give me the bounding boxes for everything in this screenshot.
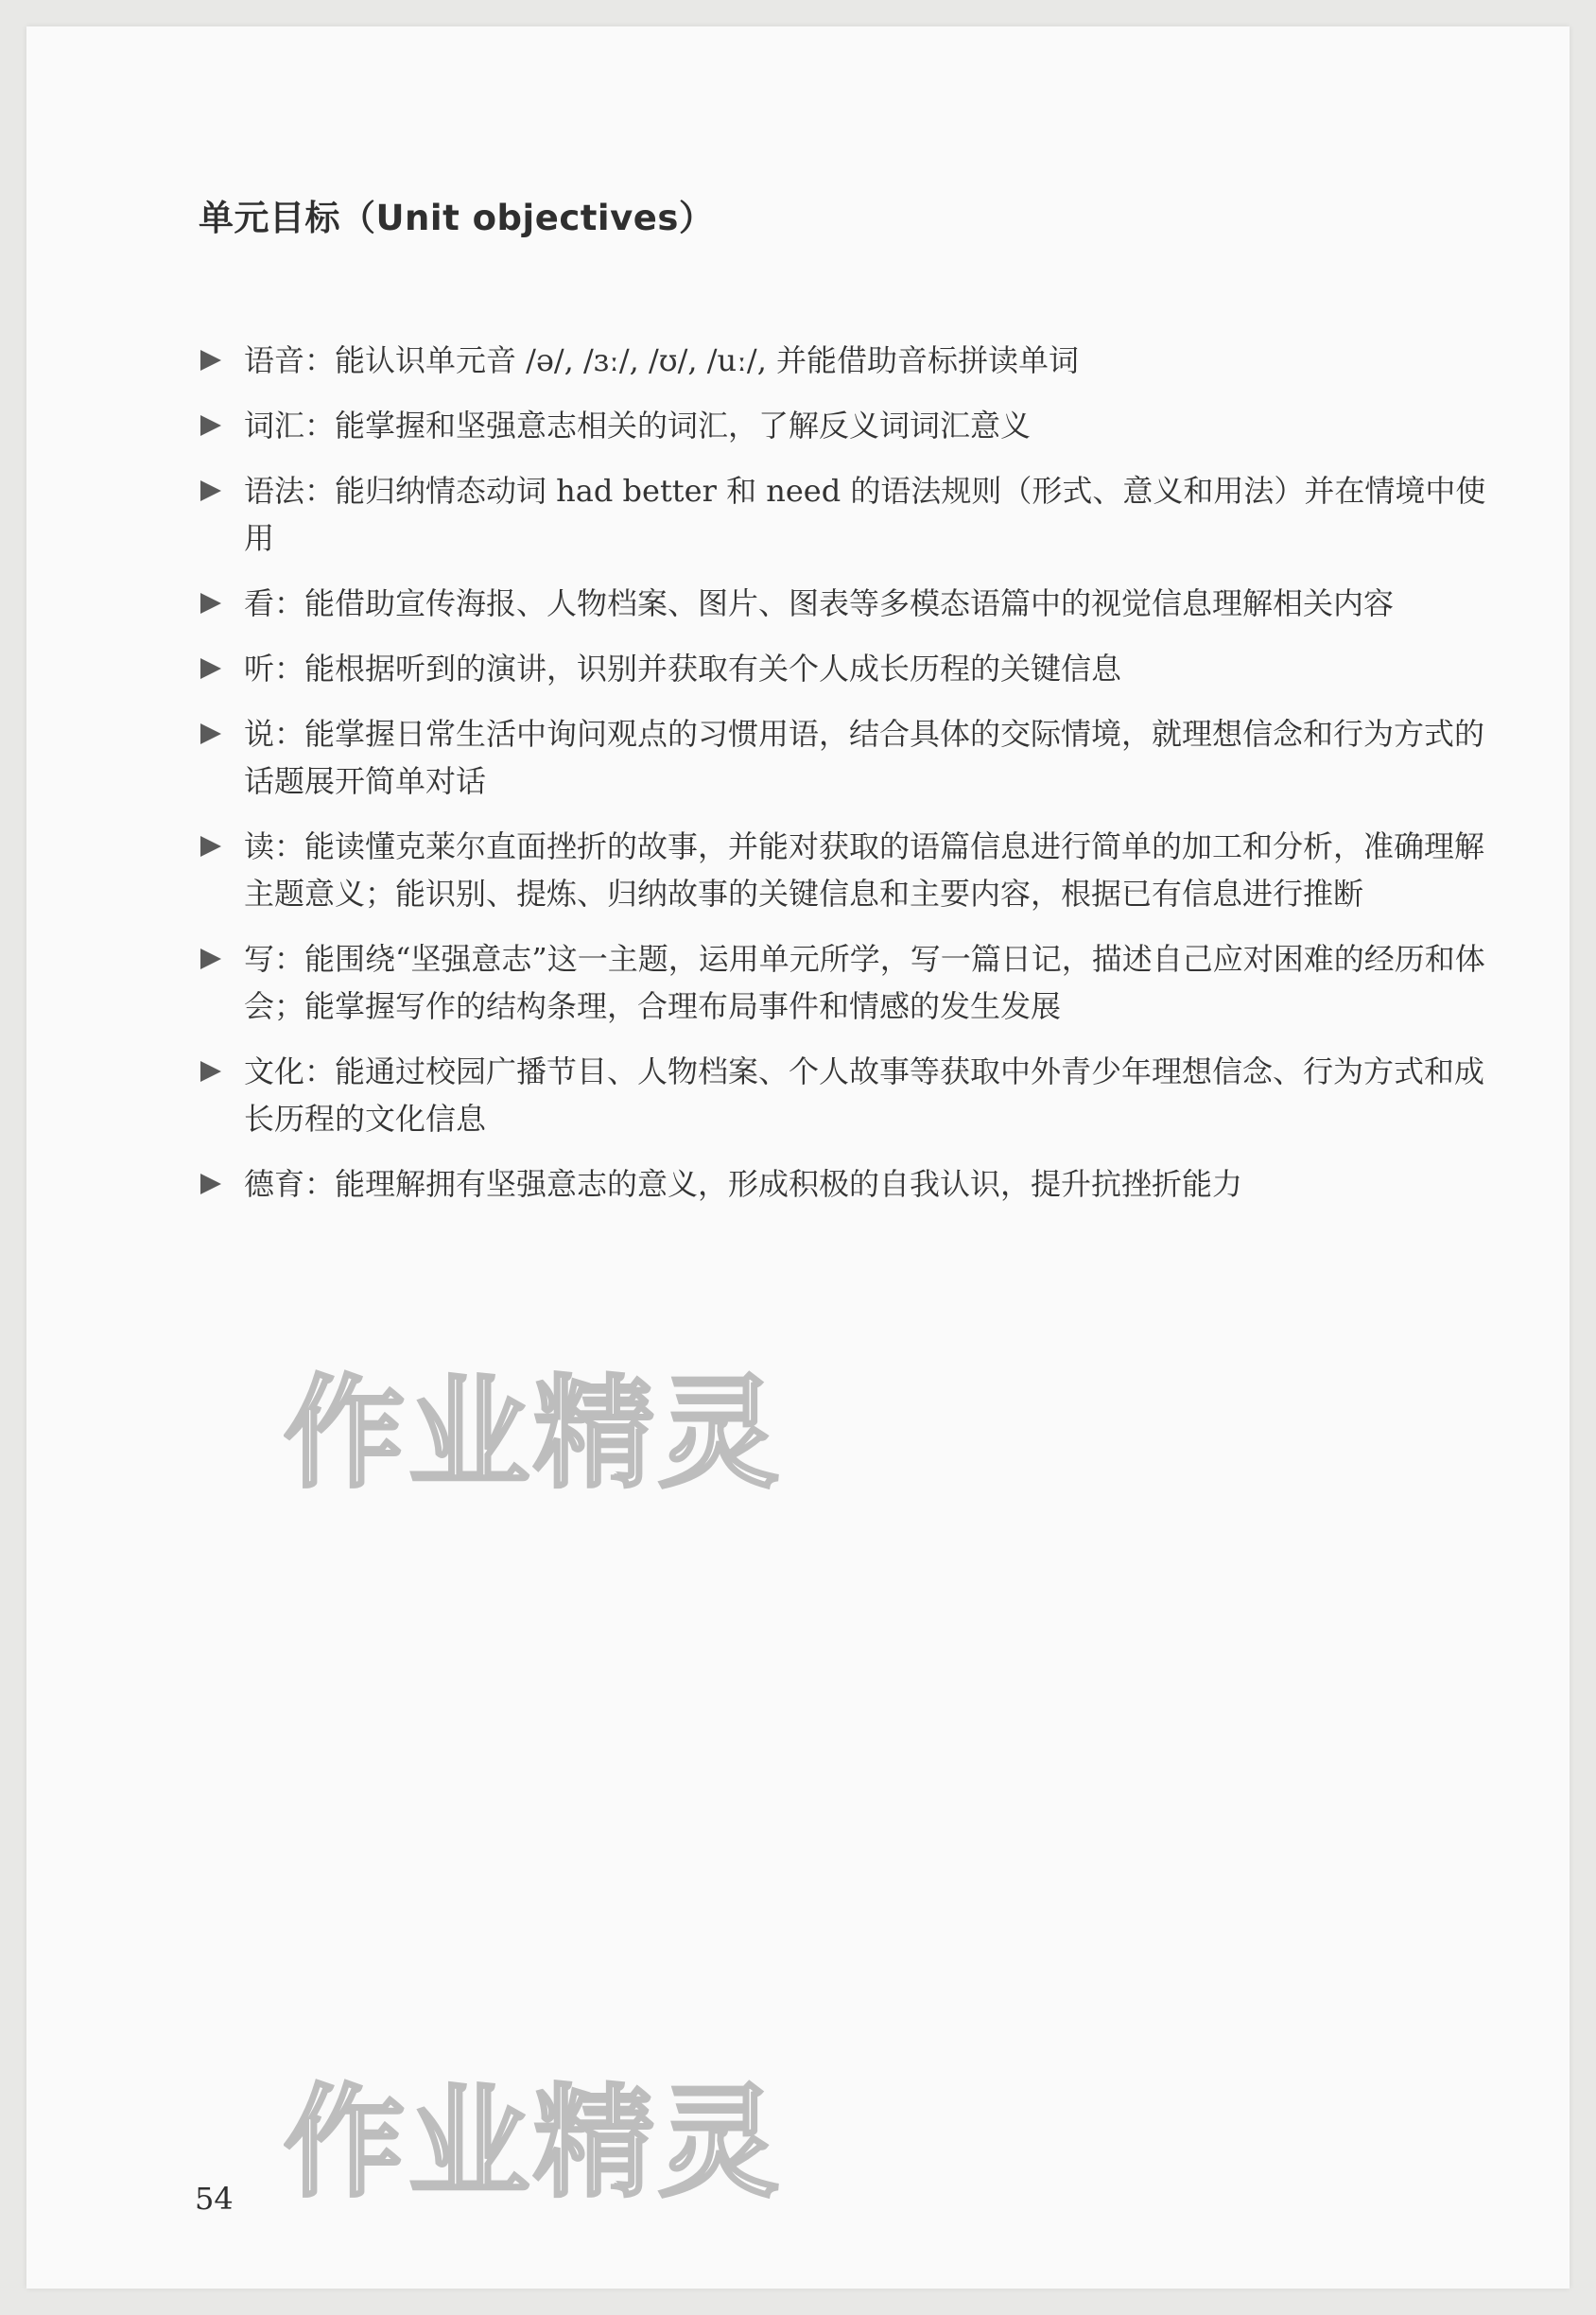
objective-text: 德育：能理解拥有坚强意志的意义，形成积极的自我认识，提升抗挫折能力 — [244, 1166, 1243, 1202]
objective-item — [195, 402, 1500, 449]
objective-item — [195, 935, 1500, 1030]
objective-item — [195, 467, 1500, 562]
objective-item — [195, 580, 1500, 627]
objective-text: 写：能围绕“坚强意志”这一主题，运用单元所学，写一篇日记，描述自己应对困难的经历和体会；能掌握写作的结构条理，合理布局事件和情感的发生发展 — [244, 941, 1485, 1024]
textbook-page — [26, 26, 1570, 2289]
objective-item — [195, 1160, 1500, 1208]
objective-text: 文化：能通过校园广播节目、人物档案、个人故事等获取中外青少年理想信念、行为方式和成长历程的文化信息 — [244, 1053, 1485, 1137]
objective-text: 词汇：能掌握和坚强意志相关的词汇，了解反义词词汇意义 — [244, 408, 1032, 444]
bullet-triangle-icon — [200, 350, 221, 371]
section-heading: 单元目标（Unit objectives） — [199, 198, 715, 238]
bullet-triangle-icon — [200, 658, 221, 679]
watermark-logo — [284, 2069, 794, 2211]
page-number: 54 — [195, 2181, 234, 2217]
objective-text: 语法：能归纳情态动词 had better 和 need 的语法规则（形式、意义和用法）并在情境中使用 — [244, 473, 1486, 556]
bullet-triangle-icon — [200, 723, 221, 744]
watermark-text: 作业精灵 — [284, 1364, 784, 1502]
objective-item — [195, 337, 1500, 384]
objective-item — [195, 1048, 1500, 1142]
bullet-triangle-icon — [200, 480, 221, 501]
objective-text: 听：能根据听到的演讲，识别并获取有关个人成长历程的关键信息 — [244, 651, 1122, 687]
bullet-triangle-icon — [200, 415, 221, 436]
bullet-triangle-icon — [200, 949, 221, 969]
bullet-triangle-icon — [200, 1061, 221, 1082]
objective-text: 读：能读懂克莱尔直面挫折的故事，并能对获取的语篇信息进行简单的加工和分析，准确理解主题意义；能识别、提炼、归纳故事的关键信息和主要内容，根据已有信息进行推断 — [244, 828, 1485, 912]
objective-text: 看：能借助宣传海报、人物档案、图片、图表等多模态语篇中的视觉信息理解相关内容 — [244, 585, 1395, 621]
bullet-triangle-icon — [200, 593, 221, 614]
objective-item — [195, 710, 1500, 805]
objective-item — [195, 823, 1500, 917]
watermark-graphic — [284, 2069, 794, 2211]
bullet-triangle-icon — [200, 1174, 221, 1194]
watermark-graphic — [284, 1360, 794, 1502]
objective-text: 语音：能认识单元音 /ə/, /ɜː/, /ʊ/, /uː/, 并能借助音标拼读单词 — [244, 342, 1080, 378]
bullet-triangle-icon — [200, 836, 221, 857]
watermark-logo — [284, 1360, 794, 1502]
objective-text: 说：能掌握日常生活中询问观点的习惯用语，结合具体的交际情境，就理想信念和行为方式的话题展开简单对话 — [244, 716, 1485, 799]
watermark-text: 作业精灵 — [284, 2073, 784, 2211]
objectives-list — [195, 337, 1500, 1226]
objective-item — [195, 645, 1500, 692]
